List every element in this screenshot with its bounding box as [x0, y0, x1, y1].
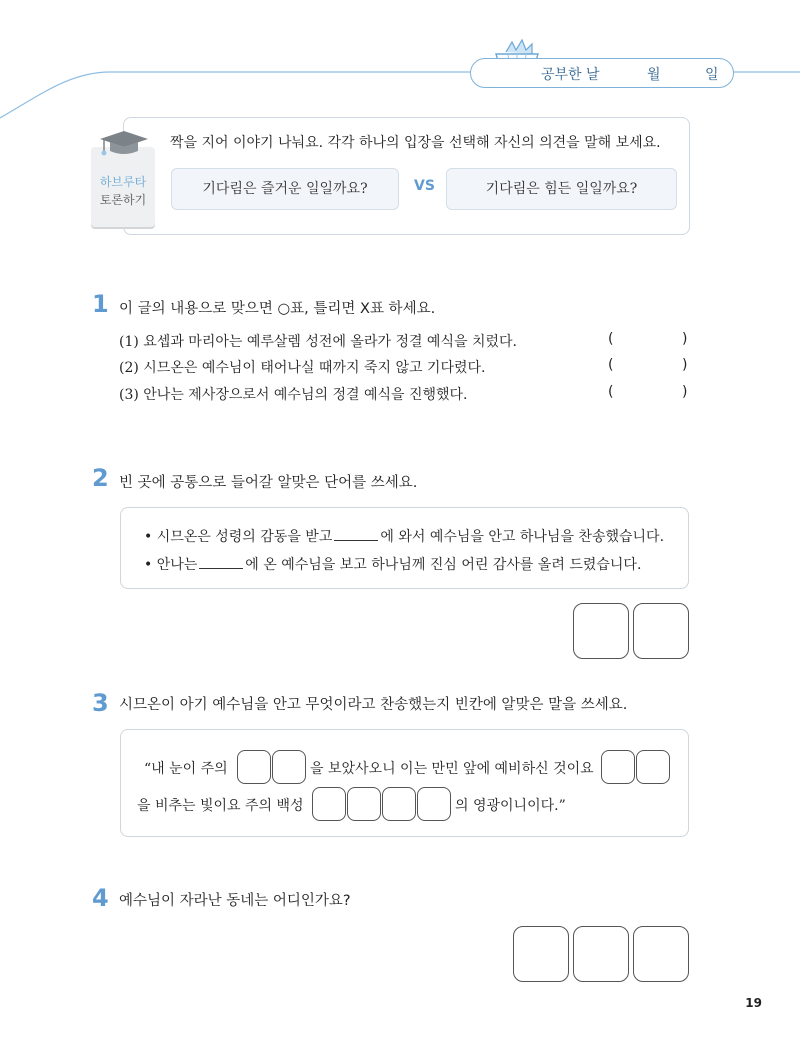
q2-text-box: [120, 507, 689, 589]
q2-line1-start: • 시므온은 성령의 감동을 받고: [144, 529, 333, 545]
badge-line1: 하브루타: [99, 175, 147, 189]
study-date-pill: [470, 58, 734, 88]
q1-item-1: (1) 요셉과 마리아는 예루살렘 성전에 올라가 정결 예식을 치렀다.: [119, 334, 517, 350]
q4-answer-box-2[interactable]: [573, 926, 629, 982]
option-b-box: 기다림은 힘든 일일까요?: [446, 168, 677, 210]
q3-blank-a1[interactable]: [237, 750, 271, 784]
q3-blank-c3[interactable]: [382, 787, 416, 821]
q1-answer-slot-2[interactable]: [620, 355, 678, 375]
q1-answer-close-1: ): [682, 331, 688, 347]
question-4-number: 4: [92, 884, 109, 912]
vs-label: VS: [414, 178, 435, 194]
q2-line-1: [144, 526, 664, 546]
q2-line-2: [144, 554, 641, 574]
q1-answer-close-2: ): [682, 357, 688, 373]
q1-item-3: (3) 안나는 제사장으로서 예수님의 정결 예식을 진행했다.: [119, 387, 468, 403]
badge-line2: 토론하기: [99, 193, 147, 207]
discussion-prompt: 짝을 지어 이야기 나눠요. 각각 하나의 입장을 선택해 자신의 의견을 말해 보세요.: [170, 135, 661, 151]
q1-answer-slot-3[interactable]: [620, 382, 678, 402]
q1-answer-slot-1[interactable]: [620, 329, 678, 349]
q4-answer-box-3[interactable]: [633, 926, 689, 982]
question-1-text: 이 글의 내용으로 맞으면 ○표, 틀리면 X표 하세요.: [119, 301, 436, 317]
q2-line2-start: • 안나는: [144, 557, 198, 573]
option-a-box: 기다림은 즐거운 일일까요?: [171, 168, 399, 210]
q3-line2-start: 을 비추는 빛이요 주의 백성: [137, 798, 304, 814]
question-4-text: 예수님이 자라난 동네는 어디인가요?: [119, 893, 351, 909]
q3-line1-start: “내 눈이 주의: [144, 761, 228, 777]
q1-answer-open-2: (: [608, 357, 614, 373]
q3-blank-b2[interactable]: [636, 750, 670, 784]
q2-line2-end: 에 온 예수님을 보고 하나님께 진심 어린 감사를 올려 드렸습니다.: [245, 557, 642, 573]
question-3-text: 시므온이 아기 예수님을 안고 무엇이라고 찬송했는지 빈칸에 알맞은 말을 쓰세요.: [119, 697, 628, 713]
month-label: 월: [647, 67, 661, 83]
q3-line1-end: 을 보았사오니 이는 만민 앞에 예비하신 것이요: [310, 761, 594, 777]
day-label: 일: [705, 67, 719, 83]
q3-blank-c2[interactable]: [347, 787, 381, 821]
q3-line2-end: 의 영광이니이다.”: [455, 798, 566, 814]
question-2-number: 2: [92, 464, 109, 492]
q3-blank-b1[interactable]: [601, 750, 635, 784]
havruta-badge: [91, 147, 155, 227]
q2-answer-box-2[interactable]: [633, 603, 689, 659]
q3-blank-c4[interactable]: [417, 787, 451, 821]
q2-answer-box-1[interactable]: [573, 603, 629, 659]
question-1-number: 1: [92, 290, 109, 318]
study-date-label: 공부한 날: [541, 67, 600, 83]
graduation-cap-icon: [92, 127, 152, 159]
q1-item-2: (2) 시므온은 예수님이 태어나실 때까지 죽지 않고 기다렸다.: [119, 360, 486, 376]
q3-blank-a2[interactable]: [272, 750, 306, 784]
q1-answer-open-3: (: [608, 384, 614, 400]
q1-answer-open-1: (: [608, 331, 614, 347]
q4-answer-box-1[interactable]: [513, 926, 569, 982]
question-3-number: 3: [92, 689, 109, 717]
question-2-text: 빈 곳에 공통으로 들어갈 알맞은 단어를 쓰세요.: [119, 475, 418, 491]
q2-line1-end: 에 와서 예수님을 안고 하나님을 찬송했습니다.: [380, 529, 665, 545]
q3-blank-c1[interactable]: [312, 787, 346, 821]
q1-answer-close-3: ): [682, 384, 688, 400]
q2-blank-1: [334, 528, 378, 541]
q2-blank-2: [199, 556, 243, 569]
page-number: 19: [745, 996, 762, 1010]
